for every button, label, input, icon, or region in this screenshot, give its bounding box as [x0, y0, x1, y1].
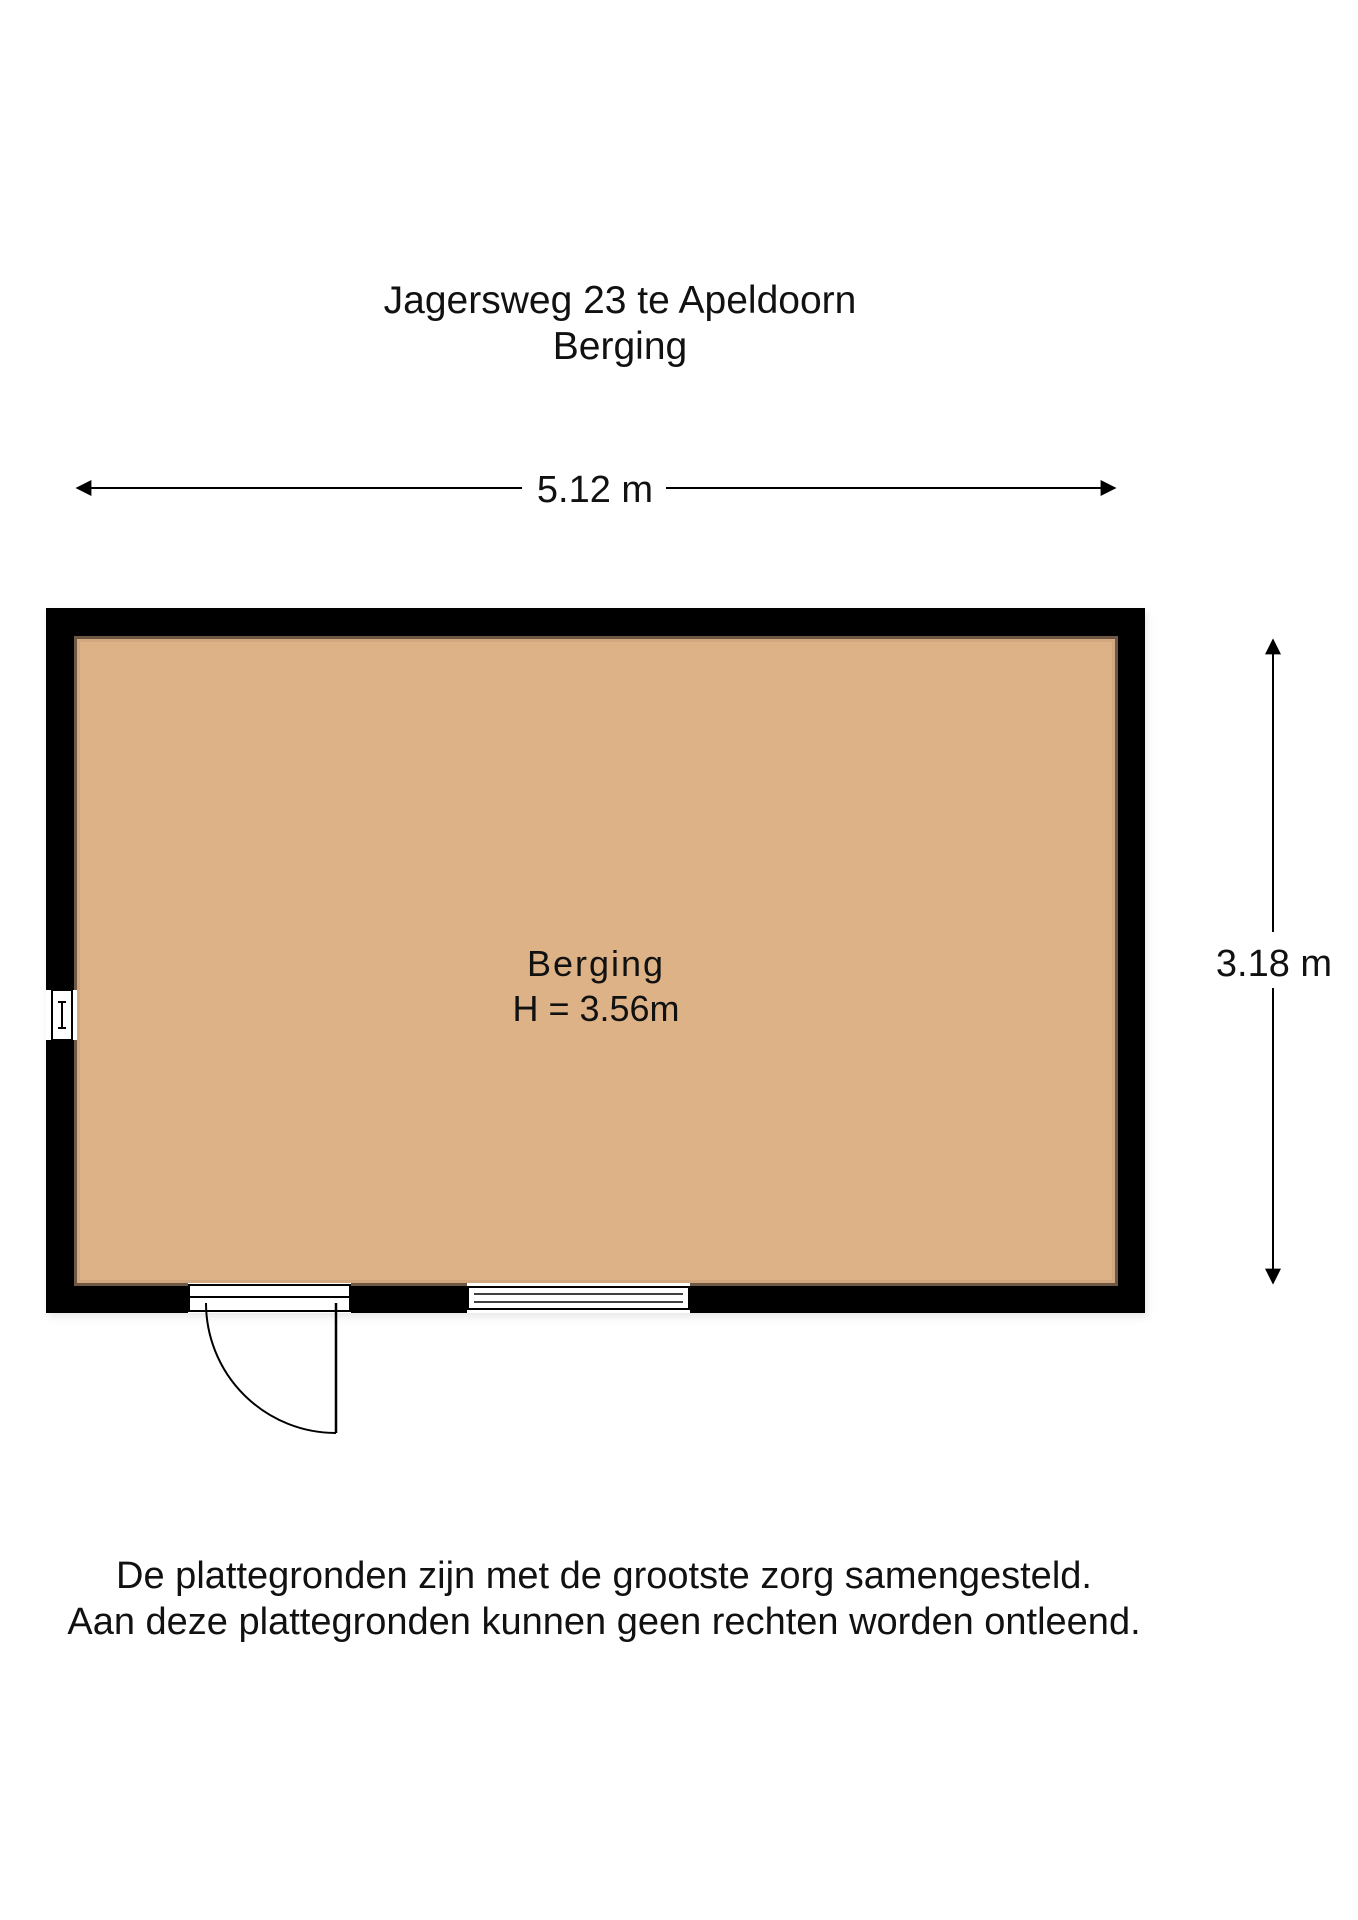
depth-dimension-label: 3.18 m: [1215, 943, 1333, 985]
room-height-label: H = 3.56m: [512, 988, 680, 1029]
door-swing-arc: [206, 1303, 336, 1433]
disclaimer-line-1: De plattegronden zijn met de grootste zorg samengesteld.: [116, 1555, 1092, 1597]
room-name-label: Berging: [526, 943, 666, 984]
entry-door: [188, 1283, 351, 1433]
width-dimension-label: 5.12 m: [536, 469, 654, 511]
address-title: Jagersweg 23 te Apeldoorn: [383, 279, 857, 322]
disclaimer: [0, 1553, 1208, 1645]
disclaimer-line-2: Aan deze plattegronden kunnen geen rechten worden ontleend.: [67, 1601, 1141, 1643]
floor-name-title: Berging: [552, 325, 688, 368]
width-dimension: [77, 469, 1115, 511]
left-window: [46, 990, 77, 1040]
bottom-window: [467, 1283, 690, 1313]
depth-dimension: [1216, 640, 1332, 1283]
